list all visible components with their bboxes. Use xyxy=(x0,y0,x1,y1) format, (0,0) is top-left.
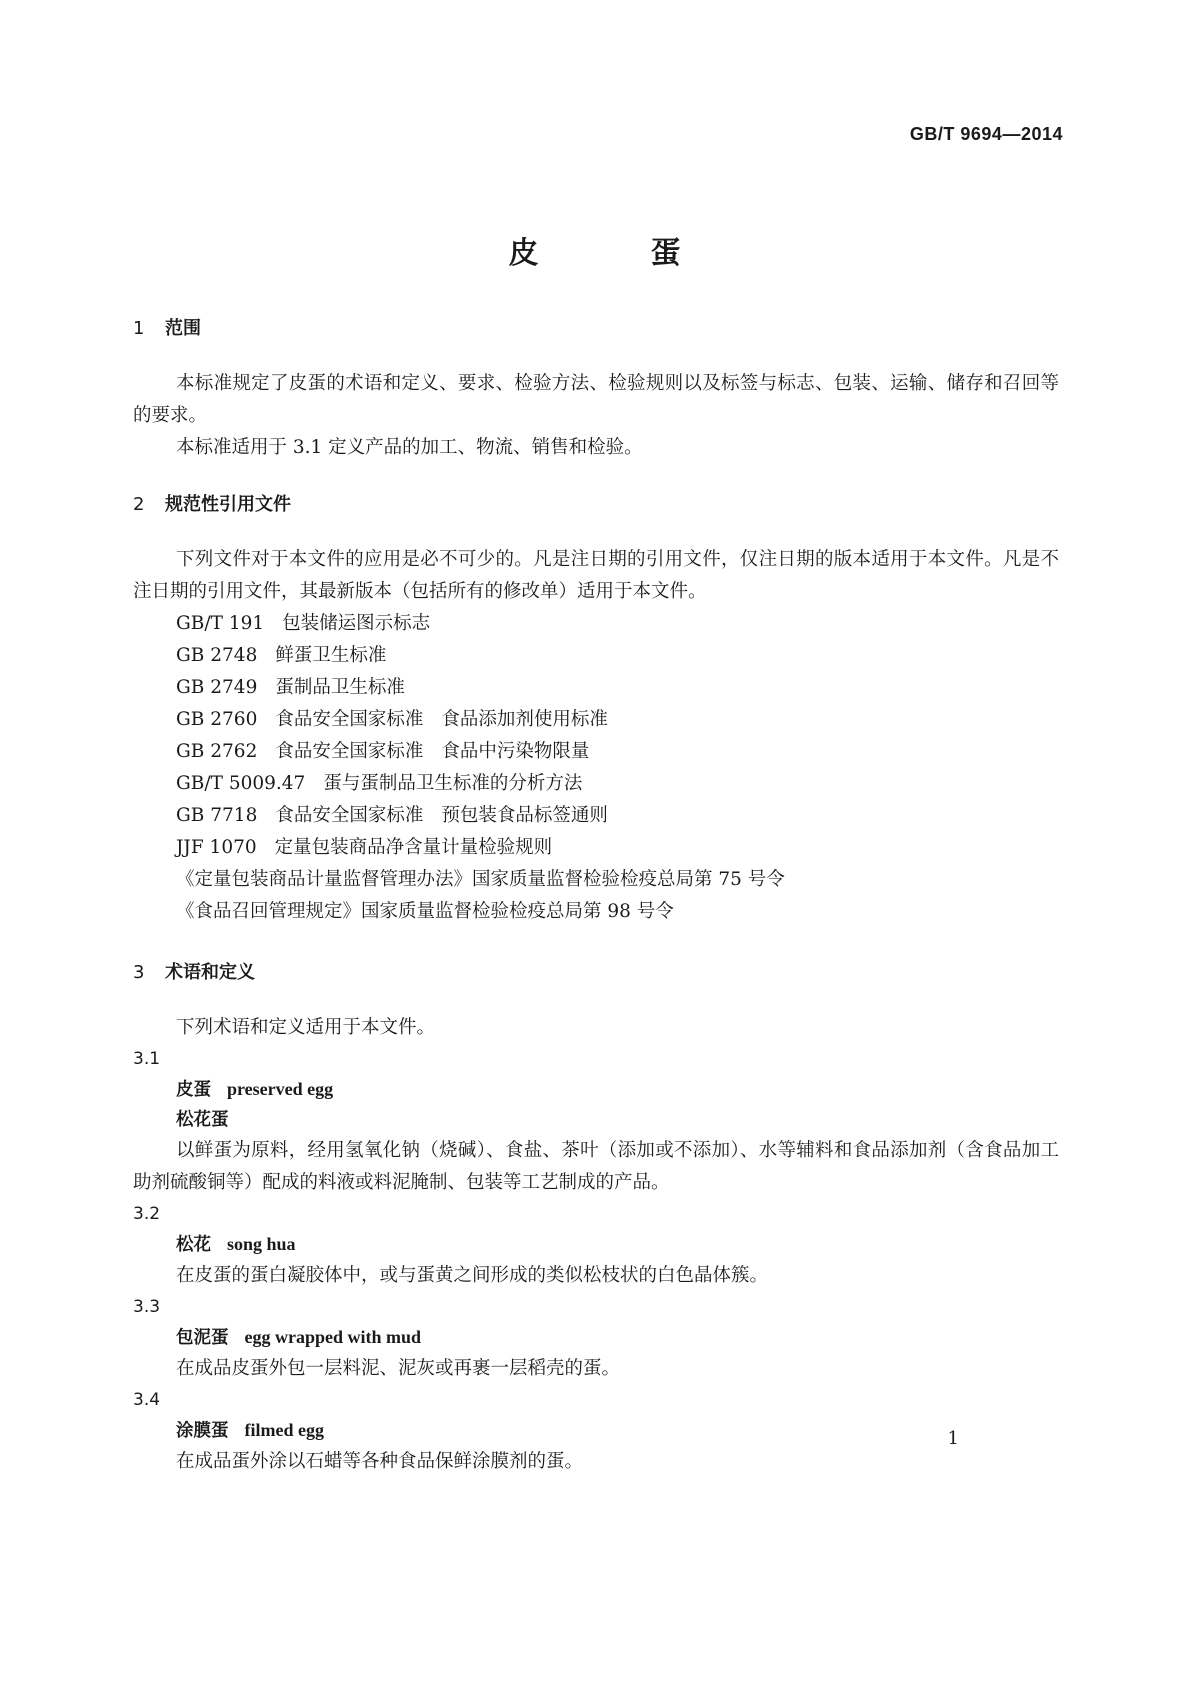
section-1-paragraph-1: 本标准规定了皮蛋的术语和定义、要求、检验方法、检验规则以及标签与标志、包装、运输、储存和召回等的要求。 xyxy=(133,373,1059,426)
term-alt-name: 松花蛋 xyxy=(176,1110,229,1130)
reference-title: 食品安全国家标准 xyxy=(275,805,424,826)
page-number: 1 xyxy=(947,1428,959,1449)
section-1-heading xyxy=(133,316,1059,342)
term-name xyxy=(133,1415,1059,1446)
section-2-heading xyxy=(133,492,1059,518)
reference-code: GB/T 191 xyxy=(176,613,265,634)
reference-item xyxy=(133,736,1059,768)
reference-decree-2: 《食品召回管理规定》国家质量监督检验检疫总局第 98 号令 xyxy=(176,901,674,922)
section-1-paragraph-2: 本标准适用于 3.1 定义产品的加工、物流、销售和检验。 xyxy=(176,437,643,458)
term-number: 3.1 xyxy=(133,1049,161,1069)
term-name-zh: 涂膜蛋 xyxy=(176,1421,229,1441)
term-entry xyxy=(133,1292,1059,1385)
reference-code: GB 7718 xyxy=(176,805,258,826)
document-title xyxy=(0,228,1191,272)
reference-title: 食品安全国家标准 xyxy=(275,741,424,762)
section-1-number: 1 xyxy=(133,318,145,339)
reference-code: GB/T 5009.47 xyxy=(176,773,306,794)
reference-code: GB 2760 xyxy=(176,709,258,730)
term-name-en: song hua xyxy=(227,1234,296,1254)
section-3-title: 术语和定义 xyxy=(165,962,255,983)
reference-item xyxy=(133,640,1059,672)
section-2-paragraph: 下列文件对于本文件的应用是必不可少的。凡是注日期的引用文件，仅注日期的版本适用于本文件。凡是不注日期的引用文件，其最新版本（包括所有的修改单）适用于本文件。 xyxy=(133,549,1059,602)
section-3-number: 3 xyxy=(133,962,145,983)
term-definition: 以鲜蛋为原料，经用氢氧化钠（烧碱）、食盐、茶叶（添加或不添加）、水等辅料和食品添加剂（含食品加工助剂硫酸铜等）配成的料液或料泥腌制、包装等工艺制成的产品。 xyxy=(133,1140,1059,1193)
term-name-zh: 松花 xyxy=(176,1235,211,1255)
term-name-en: preserved egg xyxy=(227,1079,334,1099)
term-definition: 在成品蛋外涂以石蜡等各种食品保鲜涂膜剂的蛋。 xyxy=(176,1451,584,1472)
term-number: 3.4 xyxy=(133,1390,161,1410)
reference-item xyxy=(133,800,1059,832)
reference-item xyxy=(133,704,1059,736)
section-1-title: 范围 xyxy=(165,318,201,339)
reference-title: 鲜蛋卫生标准 xyxy=(275,645,387,666)
reference-title: 食品安全国家标准 xyxy=(275,709,424,730)
term-name xyxy=(133,1322,1059,1353)
reference-title: 定量包装商品净含量计量检验规则 xyxy=(274,837,553,858)
reference-title: 蛋与蛋制品卫生标准的分析方法 xyxy=(323,773,583,794)
reference-title: 包装储运图示标志 xyxy=(282,613,431,634)
term-number: 3.2 xyxy=(133,1204,161,1224)
document-body xyxy=(133,316,1059,1478)
term-name xyxy=(133,1074,1059,1105)
reference-item xyxy=(133,768,1059,800)
reference-item xyxy=(133,608,1059,640)
reference-subtitle: 预包装食品标签通则 xyxy=(441,805,608,826)
section-3-heading xyxy=(133,960,1059,986)
term-entry xyxy=(133,1385,1059,1478)
standard-code: GB/T 9694—2014 xyxy=(909,124,1063,144)
term-entry xyxy=(133,1044,1059,1199)
title-char-2: 蛋 xyxy=(650,236,683,271)
reference-item xyxy=(133,672,1059,704)
section-3-intro: 下列术语和定义适用于本文件。 xyxy=(176,1017,436,1038)
reference-decree-1: 《定量包装商品计量监督管理办法》国家质量监督检验检疫总局第 75 号令 xyxy=(176,869,785,890)
reference-code: GB 2762 xyxy=(176,741,258,762)
reference-title: 蛋制品卫生标准 xyxy=(275,677,405,698)
reference-code: JJF 1070 xyxy=(176,837,257,858)
reference-subtitle: 食品中污染物限量 xyxy=(441,741,590,762)
reference-subtitle: 食品添加剂使用标准 xyxy=(441,709,608,730)
term-definition: 在成品皮蛋外包一层料泥、泥灰或再裹一层稻壳的蛋。 xyxy=(176,1358,621,1379)
section-2-number: 2 xyxy=(133,494,145,515)
term-name-zh: 包泥蛋 xyxy=(176,1328,229,1348)
title-char-1: 皮 xyxy=(508,236,541,271)
reference-list xyxy=(133,608,1059,928)
term-name-en: filmed egg xyxy=(244,1420,324,1440)
term-entry xyxy=(133,1199,1059,1292)
section-2-title: 规范性引用文件 xyxy=(165,494,291,515)
term-name xyxy=(133,1229,1059,1260)
term-number: 3.3 xyxy=(133,1297,161,1317)
reference-code: GB 2749 xyxy=(176,677,258,698)
reference-code: GB 2748 xyxy=(176,645,258,666)
term-name-en: egg wrapped with mud xyxy=(244,1327,422,1347)
term-definition: 在皮蛋的蛋白凝胶体中，或与蛋黄之间形成的类似松枝状的白色晶体簇。 xyxy=(176,1265,769,1286)
term-name-zh: 皮蛋 xyxy=(176,1080,211,1100)
reference-item xyxy=(133,832,1059,864)
